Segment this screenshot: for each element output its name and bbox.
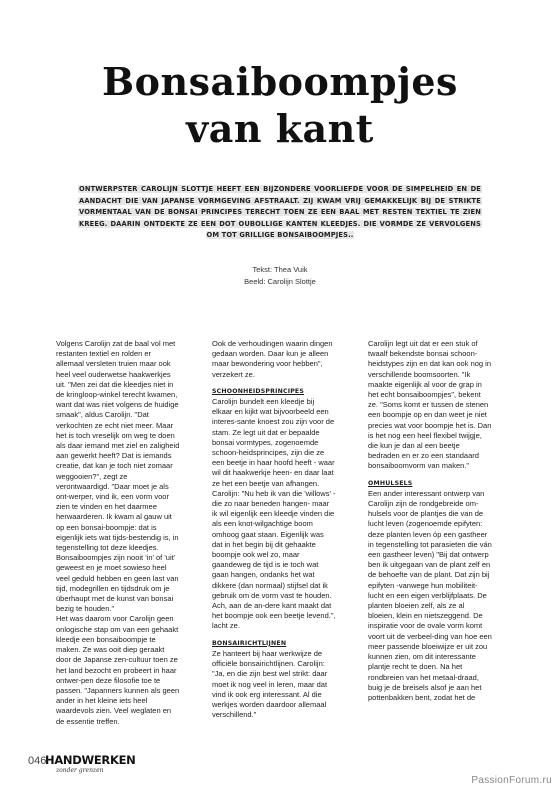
subheading-schoonheidsprincipes: SCHOONHEIDSPRINCIPES <box>212 387 305 395</box>
column-1 <box>56 339 180 779</box>
subheading-bonsairichtlijnen: BONSAIRICHTLIJNEN <box>212 639 287 647</box>
magazine-logo: HANDWERKEN <box>45 753 136 767</box>
title-line-2: van kant <box>186 106 374 151</box>
intro-paragraph <box>78 184 482 242</box>
column-3-paragraph-2: Een ander interessant ontwerp van Carolijn zijn de rondgebreide om-hulsels voor de plantjes die van de lucht leven (zogenoemde epifyten: deze planten leven óp een gastheer in tegenstelling tot parasieten die ván een gastheer leven) "Bij dat ontwerp ben ik uitgegaan van de plant zelf en de behoefte van de plant. Dat zijn bij epifyten -vanwege hun mobiliteit- lucht en een eigen verblijfplaats. De planten bloeien zelf, als ze al bloeien, klein en nietszeggend. De inspiratie voor de ovale vorm komt voort uit de verbeel-ding van hoe een meer passende bloeiwijze er uit zou kunnen zien, om dit interessante plantje recht te doen. Na het rondbreien van het metaal-draad, buig je de breisels alsof je aan het pottenbakken bent, zodat het de <box>368 488 492 702</box>
title-line-1: Bonsaiboompjes <box>102 59 458 104</box>
credits <box>0 264 560 287</box>
intro-text: ONTWERPSTER CAROLIJN SLOTTJE HEEFT EEN BIJZONDERE VOORLIEFDE VOOR DE SIMPELHEID EN DE AANDACHT DIE VAN JAPANSE VORMGEVING AFSTRAALT. ZIJ KWAM VRIJ GEMAKKELIJK BIJ DE STRIKTE VORMENTAAL VAN DE BONSAI PRINCIPES TERECHT TOEN ZE EEN BAAL MET RESTEN TEXTIEL TE ZIEN KREEG. DAARIN ONTDEKTE ZE EEN DOT OUBOLLIGE KANTEN KLEEDJES. DIE VORMDE ZE VERVOLGENS OM TOT GRILLIGE BONSAIBOOMPJES.. <box>79 185 481 240</box>
column-2-paragraph-3: Ze hanteert bij haar werkwijze de officiële bonsairichtlijnen. Carolijn: "Ja, en die zijn best wel strikt: daar moet ik nog veel in leren, maar dat vind ik ook erg interessant. Al die werkjes worden daardoor allemaal verschillend." <box>212 648 328 720</box>
page-number: 046 <box>28 755 47 767</box>
article-title <box>0 58 560 152</box>
credit-image: Beeld: Carolijn Slottje <box>244 276 316 286</box>
magazine-tagline: zonder grenzen <box>56 767 104 774</box>
watermark: PassionForum.ru <box>471 775 552 786</box>
column-1-paragraph-1: Volgens Carolijn zat de baal vol met restanten textiel en rolden er allemaal versleten truien maar ook heel veel ouderwetse haakwerkjes uit. "Men zei dat die kleedjes niet in de kringloop-winkel terecht kwamen, want dat was niet volgens de huidige smaak", aldus Carolijn. "Dat verkochten ze echt niet meer. Maar het is toch vreselijk om weg te doen als daar iemand met ziel en zaligheid aan gewerkt heeft? Dat is iemands creatie, dat kan je toch niet zomaar weggooien?", zegt ze verontwaardigd. "Daar moet je als ont-werper, vind ik, een vorm voor zien te vinden en het daarmee herwaarderen. Ik kwam al gauw uit op een bonsai-boompje: dat is eigenlijk iets wat tijds-bestendig is, in tegenstelling tot deze kleedjes. Bonsaiboompjes zijn nooit 'in' of 'uit' geweest en je moet sowieso heel veel geduld hebben en geen last van tijd, modegrillen en tijdsdruk om je überhaupt met de kunst van bonsai bezig te houden." <box>56 339 180 614</box>
credit-text: Tekst: Thea Vuik <box>252 265 308 274</box>
column-1-paragraph-2: Het was daarom voor Carolijn geen onlogische stap om van een gehaakt kleedje een bonsaiboompje te maken. Ze was ooit diep geraakt door de Japanse zen-cultuur toen ze het land bezocht en probeert in haar ontwer-pen deze filosofie toe te passen. "Japanners kunnen als geen ander in het kleine iets heel waardevols zien. Veel weglaten en de essentie treffen. <box>56 614 180 726</box>
column-3 <box>368 339 492 779</box>
column-2 <box>212 339 336 779</box>
column-2-paragraph-1: Ook de verhoudingen waarin dingen gedaan worden. Daar kun je alleen maar bewondering voor hebben", verzekert ze. <box>212 339 333 379</box>
subheading-omhulsels: OMHULSELS <box>368 479 413 487</box>
column-3-paragraph-1: Carolijn legt uit dat er een stuk of twaalf bekendste bonsai schoon-heidstypes zijn en dat kan ook nog in verschillende boomsoorten. "Ik maakte eigenlijk al voor de grap in het echt bonsaiboompjes", bekent ze. "Soms komt er tussen de stenen een boompje op en dan weet je niet precies wat voor boompje het is. Dan is het nog een heel flexibel twijgje, die kun je dan al een beetje bedraden en er zo een standaard bonsaiboomvorm van maken." <box>368 339 492 471</box>
column-2-paragraph-2: Carolijn bundelt een kleedje bij elkaar en kijkt wat bijvoorbeeld een interes-sante knoest zou zijn voor de stam. Ze legt uit dat er bepaalde bonsai vormtypes, zogenoemde schoon-heidsprincipes, zijn die ze een beetje in haar hoofd heeft - waar wil dit haakwerkje heen- en daar laat ze het een beetje van afhangen. Carolijn: "Nu heb ik van die 'willows' -die zo naar beneden hangen- maar ik wil eigenlijk een kleedje vinden die als een knot-wilgachtige boom omhoog gaat staan. Eigenlijk was dat in het begin bij dit gehaakte boompje ook wel zo, maar gaandeweg de tijd is ie toch wat gaan hangen, ondanks het wat dikkere (dan normaal) stijfsel dat ik gebruik om de vorm vast te houden. Ach, aan de an-dere kant maakt dat het boompje ook een beetje levend.", lacht ze. <box>212 397 336 631</box>
